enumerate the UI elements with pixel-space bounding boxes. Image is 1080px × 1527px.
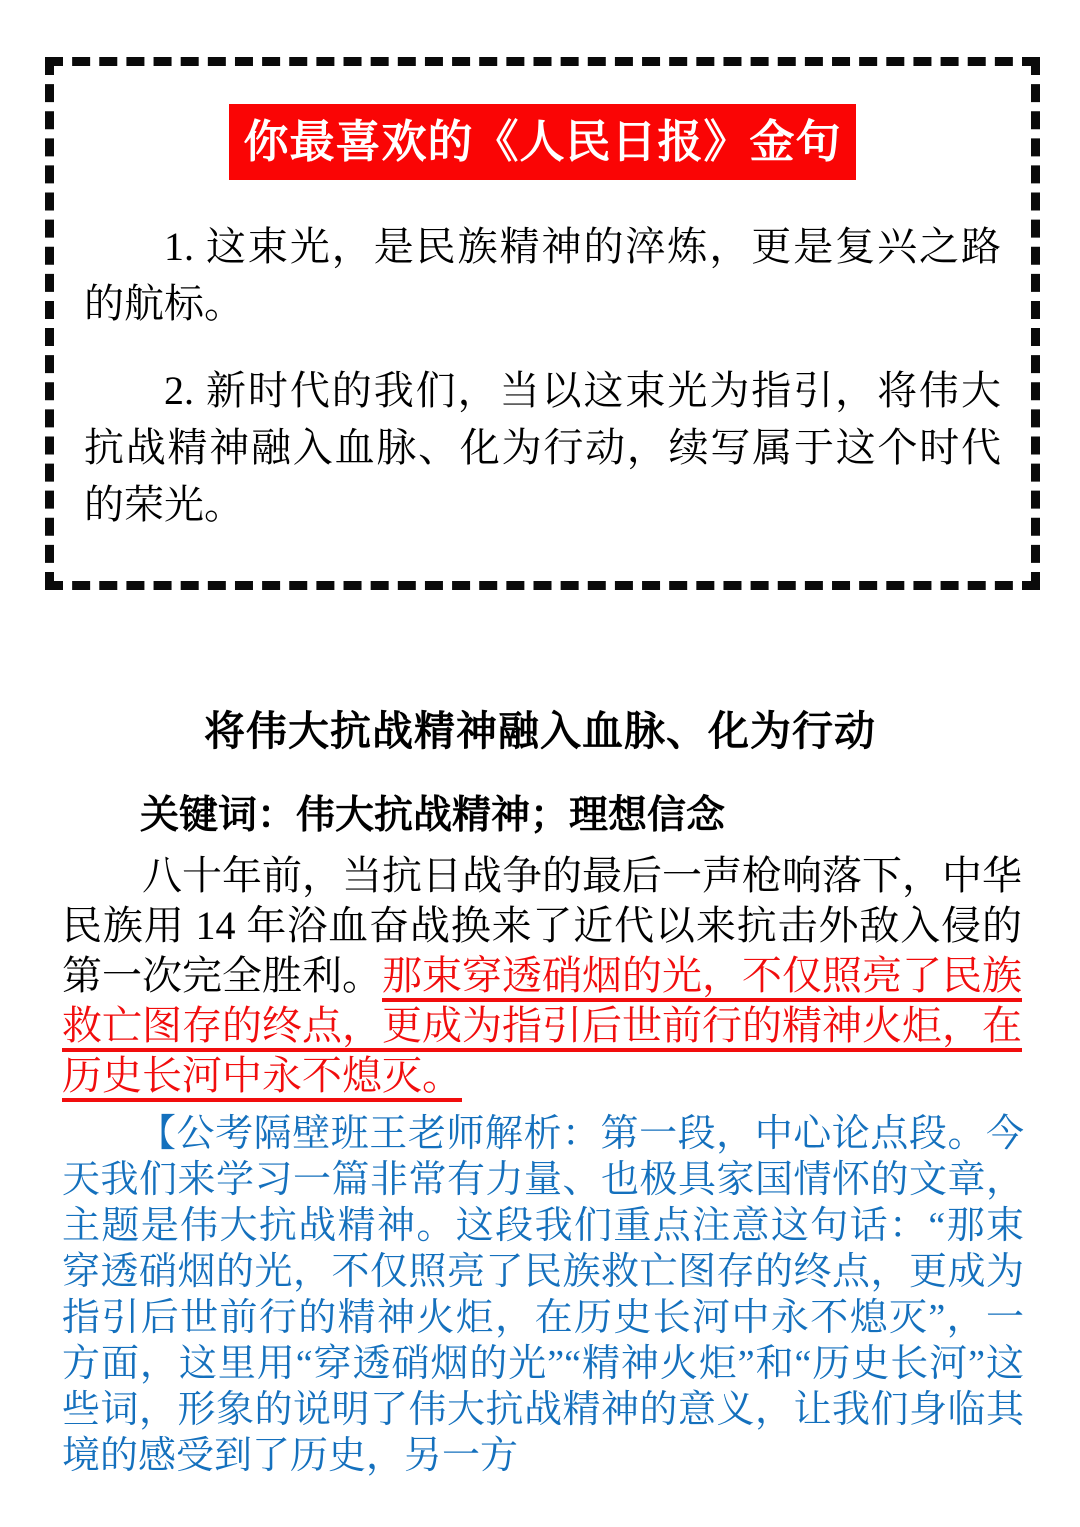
- paragraph-black-text: 八十年前，当抗日战争的最后一声枪响落下，中华民族用 14 年浴血奋战换来了近代以来抗击外敌入侵的第一次完全胜利。: [62, 853, 1022, 998]
- quote-banner-wrap: [80, 104, 1005, 180]
- teacher-commentary: 【公考隔壁班王老师解析：第一段，中心论点段。今天我们来学习一篇非常有力量、也极具家国情怀的文章，主题是伟大抗战精神。这段我们重点注意这句话：“那束穿透硝烟的光，不仅照亮了民族救亡图存的终点，更成为指引后世前行的精神火炬，在历史长河中永不熄灭”，一方面，这里用“穿透硝烟的光”“精神火炬”和“历史长河”这些词，形象的说明了伟大抗战精神的意义，让我们身临其境的感受到了历史，另一方: [62, 1113, 1024, 1477]
- quote-item-2: 2. 新时代的我们，当以这束光为指引，将伟大抗战精神融入血脉、化为行动，续写属于这个时代的荣光。: [84, 368, 1001, 527]
- golden-quotes-box: [45, 57, 1040, 590]
- quote-banner-title: 你最喜欢的《人民日报》金句: [229, 104, 855, 180]
- paragraph-red-underlined-text: 那束穿透硝烟的光，不仅照亮了民族救亡图存的终点，更成为指引后世前行的精神火炬，在历史长河中永不熄灭。: [62, 953, 1022, 1098]
- article-title: 将伟大抗战精神融入血脉、化为行动: [204, 708, 876, 754]
- quote-item-1: 1. 这束光，是民族精神的淬炼，更是复兴之路的航标。: [84, 224, 1001, 326]
- keywords-line: 关键词：伟大抗战精神；理想信念: [140, 794, 726, 837]
- article-paragraph-1: [62, 851, 1022, 1101]
